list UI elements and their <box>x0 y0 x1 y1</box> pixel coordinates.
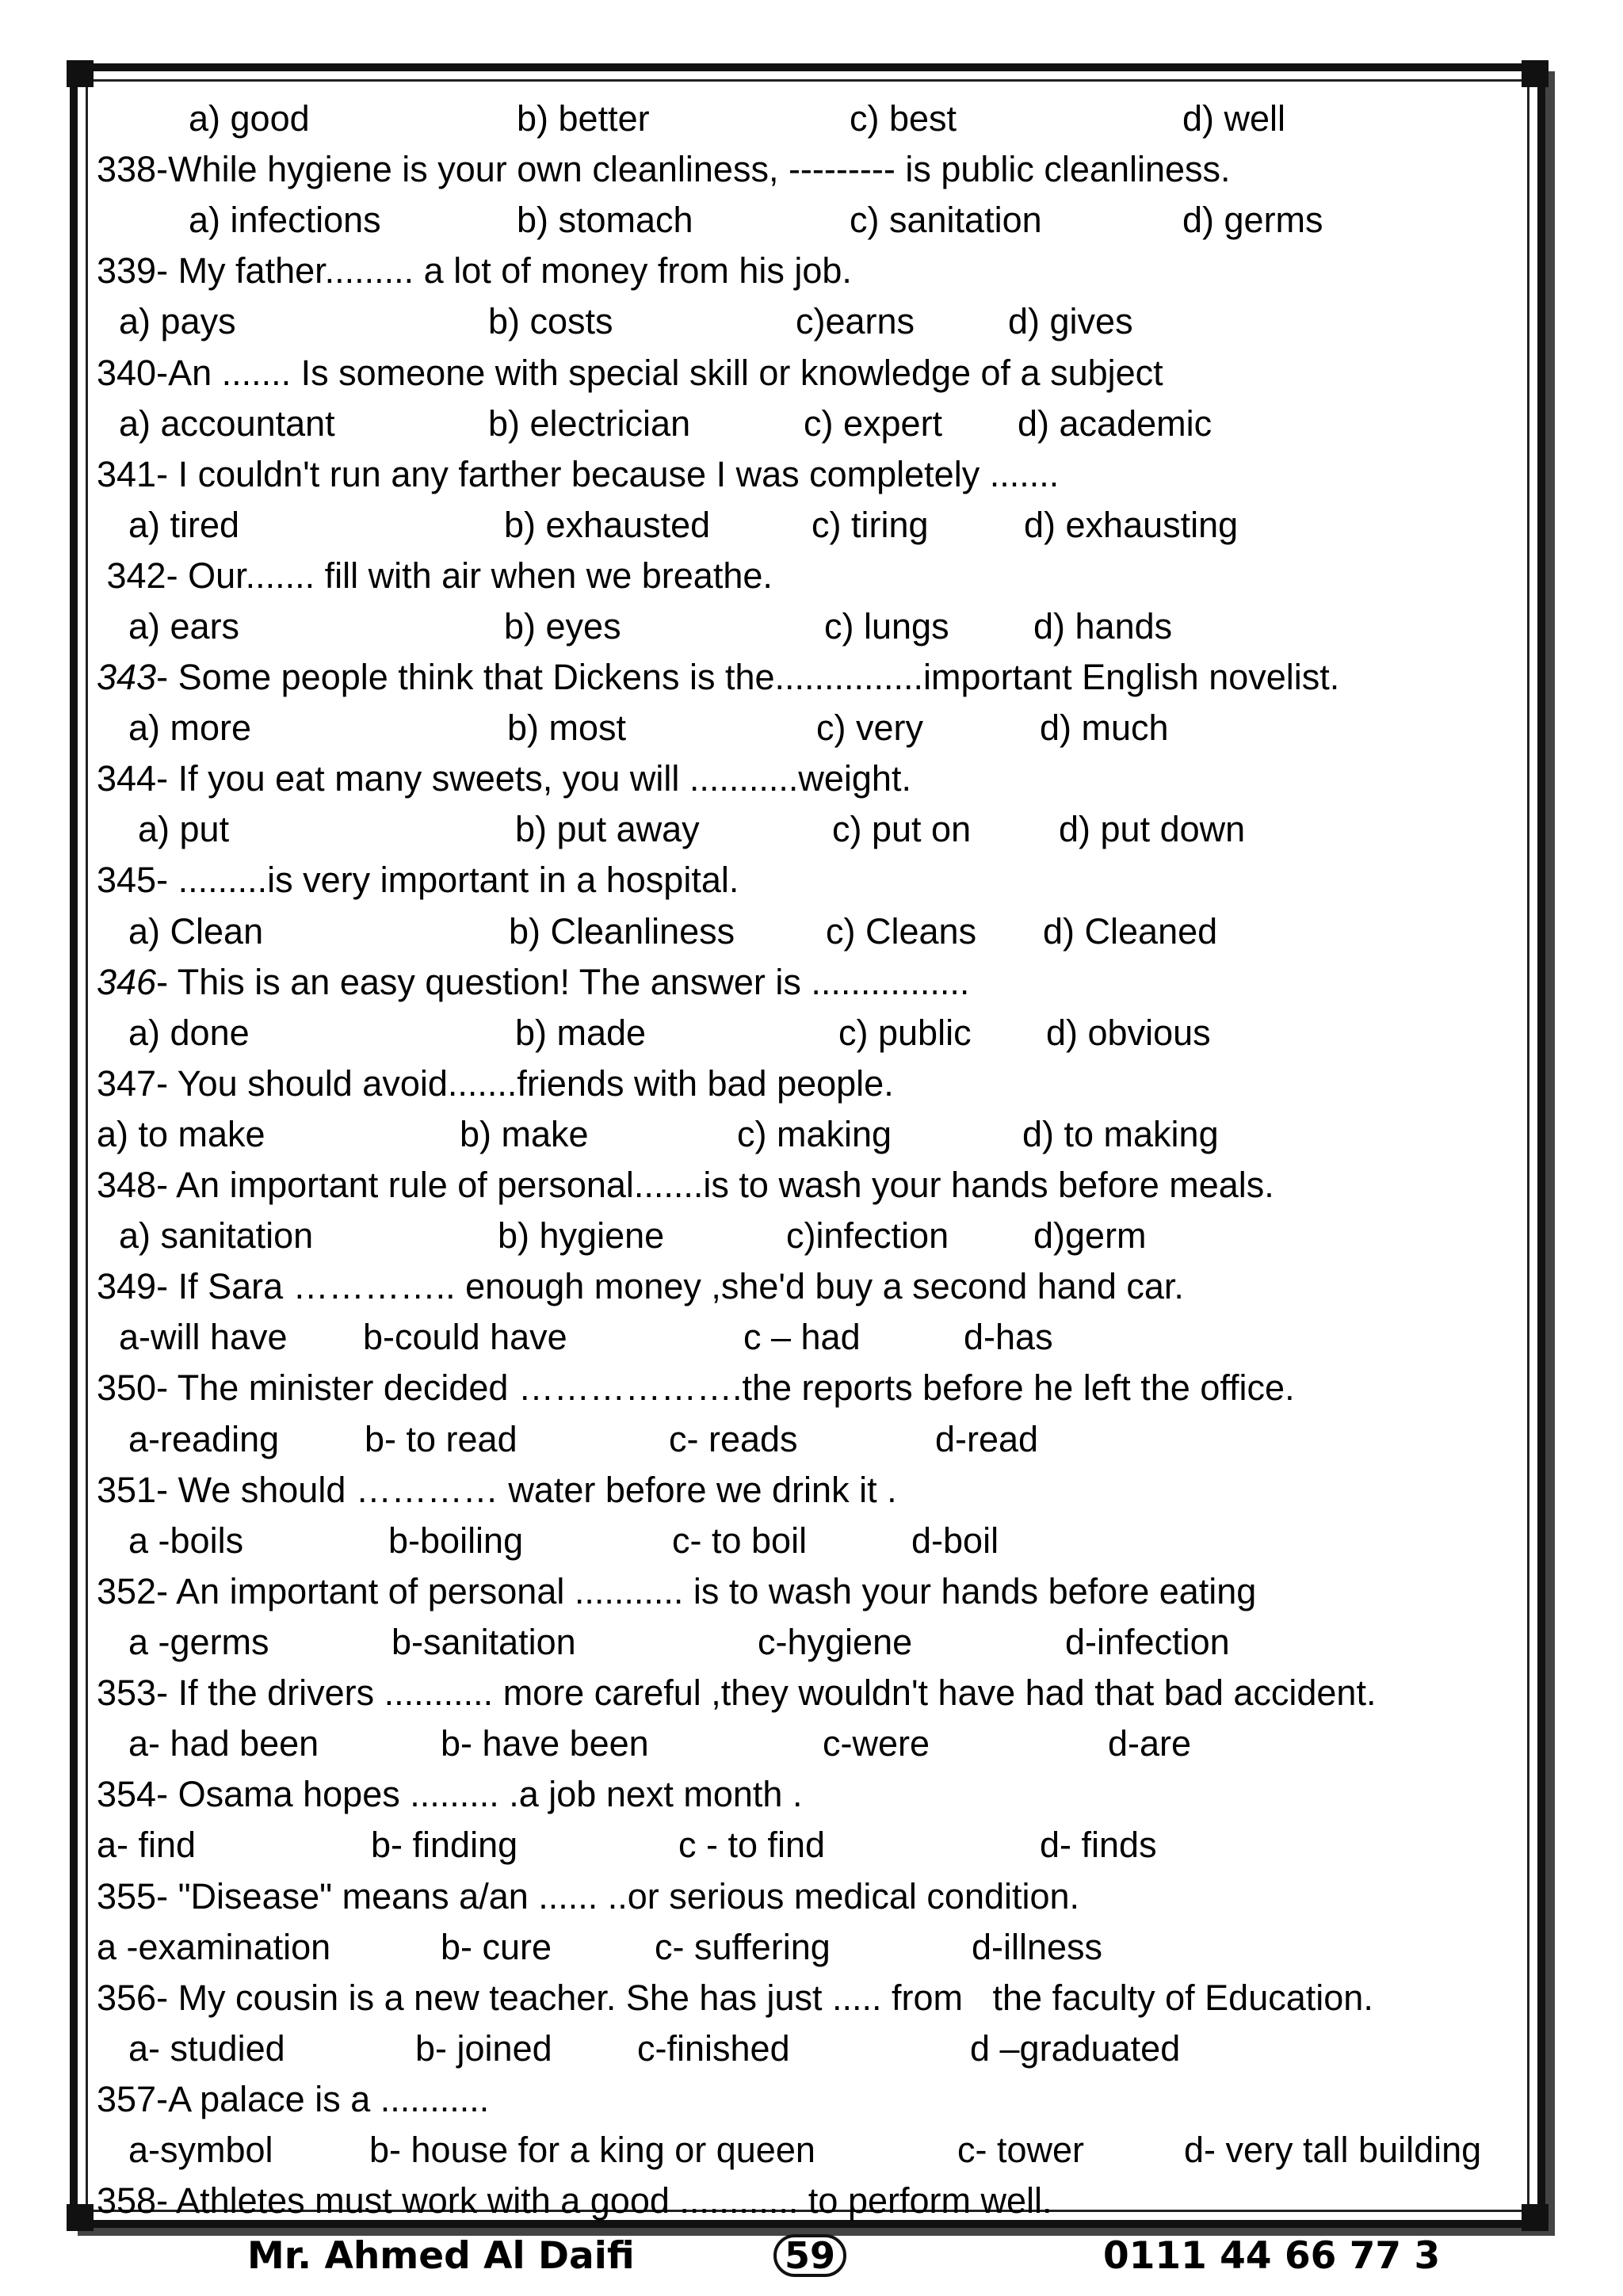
question-text <box>97 1769 802 1820</box>
answer-options <box>97 1414 1523 1465</box>
answer-option: c- tower <box>957 2130 1085 2170</box>
answer-options <box>97 906 1523 957</box>
answer-option: a) Clean <box>128 911 264 952</box>
question-text <box>97 348 1163 399</box>
answer-options <box>97 2125 1523 2176</box>
answer-option: c) sanitation <box>850 200 1042 240</box>
answer-option: b) better <box>517 98 650 139</box>
question-text <box>97 1973 1373 2023</box>
answer-option: c – had <box>743 1317 861 1357</box>
question-text <box>97 1465 897 1516</box>
question-text <box>97 2074 489 2125</box>
answer-option: c) expert <box>804 403 943 444</box>
answer-options <box>97 804 1523 855</box>
answer-option: b- have been <box>441 1723 649 1764</box>
answer-option: c-hygiene <box>758 1622 913 1662</box>
frame-shadow-right <box>1545 71 1555 2236</box>
question-body: 340-An ....... Is someone with special skill or knowledge of a subject <box>97 353 1163 393</box>
question-text <box>97 1566 1256 1617</box>
answer-option: a- had been <box>128 1723 319 1764</box>
question-number: 346 <box>97 962 157 1002</box>
answer-option: d)germ <box>1033 1215 1147 1256</box>
answer-options <box>97 195 1523 246</box>
question-body: 357-A palace is a ........... <box>97 2079 490 2119</box>
question-body: 358- Athletes must work with a good ............ to perform well. <box>97 2180 1052 2221</box>
answer-option: b-boiling <box>388 1520 524 1561</box>
question-text <box>97 1058 894 1109</box>
answer-option: c) making <box>737 1114 892 1154</box>
answer-option: b) eyes <box>504 606 621 646</box>
answer-option: c-finished <box>637 2028 790 2069</box>
answer-options <box>97 2023 1523 2074</box>
question-text <box>97 855 739 906</box>
answer-option: d –graduated <box>970 2028 1181 2069</box>
answer-option: a-symbol <box>128 2130 273 2170</box>
border-corner-tr <box>1522 60 1549 87</box>
answer-option: c) Cleans <box>826 911 977 952</box>
answer-options <box>97 601 1523 652</box>
question-body: - Some people think that Dickens is the...............important English novelist. <box>156 657 1340 697</box>
answer-option: b) make <box>460 1114 589 1154</box>
answer-option: a) done <box>128 1013 250 1053</box>
question-text <box>97 246 852 296</box>
answer-option: b) electrician <box>488 403 691 444</box>
answer-option: c - to find <box>678 1825 826 1865</box>
answer-option: d-infection <box>1065 1622 1230 1662</box>
answer-option: b- finding <box>371 1825 518 1865</box>
answer-options <box>97 93 1523 144</box>
answer-options <box>97 500 1523 551</box>
question-text <box>97 1160 1274 1211</box>
question-text <box>97 652 1339 703</box>
question-text <box>97 957 969 1008</box>
answer-option: d- very tall building <box>1184 2130 1482 2170</box>
answer-options <box>97 399 1523 449</box>
answer-option: a) accountant <box>119 403 335 444</box>
answer-option: a- studied <box>128 2028 285 2069</box>
answer-option: a) good <box>189 98 310 139</box>
answer-option: a-reading <box>128 1419 280 1459</box>
answer-option: b) exhausted <box>504 505 711 545</box>
answer-option: d) much <box>1040 707 1169 748</box>
answer-option: a) to make <box>97 1114 265 1154</box>
answer-option: c- to boil <box>672 1520 808 1561</box>
answer-options <box>97 1109 1523 1160</box>
question-body: 341- I couldn't run any farther because I was completely ....... <box>97 454 1060 494</box>
answer-option: a) pays <box>119 301 236 341</box>
answer-option: a) infections <box>189 200 381 240</box>
author-name: Mr. Ahmed Al Daifi <box>247 2234 635 2278</box>
answer-option: d) academic <box>1018 403 1212 444</box>
answer-option: b) hygiene <box>498 1215 665 1256</box>
answer-option: b- cure <box>441 1927 552 1967</box>
answer-options <box>97 1617 1523 1668</box>
question-text <box>97 753 911 804</box>
page-number: 59 <box>773 2234 846 2277</box>
question-text <box>97 449 1059 500</box>
answer-option: b- to read <box>365 1419 517 1459</box>
answer-option: a) tired <box>128 505 240 545</box>
answer-option: d) put down <box>1059 809 1246 849</box>
border-corner-tl <box>67 60 94 87</box>
answer-options <box>97 1516 1523 1566</box>
answer-option: a) more <box>128 707 252 748</box>
question-body: 339- My father......... a lot of money from his job. <box>97 250 852 291</box>
question-body: 349- If Sara ………….. enough money ,she'd buy a second hand car. <box>97 1266 1184 1306</box>
answer-options <box>97 1211 1523 1261</box>
answer-option: a-will have <box>119 1317 288 1357</box>
answer-option: c- reads <box>669 1419 798 1459</box>
border-corner-br <box>1522 2204 1549 2231</box>
page-footer <box>0 2233 1623 2280</box>
answer-option: a) ears <box>128 606 240 646</box>
answer-options <box>97 296 1523 347</box>
question-body: - This is an easy question! The answer is ................ <box>156 962 970 1002</box>
question-text <box>97 2176 1052 2226</box>
answer-option: a -examination <box>97 1927 331 1967</box>
answer-option: c-were <box>823 1723 930 1764</box>
question-body: 354- Osama hopes ......... .a job next month . <box>97 1774 803 1814</box>
question-text <box>97 1668 1376 1718</box>
answer-options <box>97 1312 1523 1363</box>
answer-option: d) well <box>1182 98 1286 139</box>
answer-option: c) public <box>838 1013 972 1053</box>
answer-option: b) most <box>507 707 627 748</box>
question-body: 355- "Disease" means a/an ...... ..or serious medical condition. <box>97 1876 1080 1917</box>
question-body: 342- Our....... fill with air when we breathe. <box>97 555 773 596</box>
question-body: 350- The minister decided ……………….the reports before he left the office. <box>97 1367 1295 1408</box>
answer-option: d-read <box>935 1419 1039 1459</box>
answer-option: d) to making <box>1022 1114 1219 1154</box>
answer-option: c)earns <box>796 301 915 341</box>
answer-option: c) put on <box>832 809 972 849</box>
question-text <box>97 144 1231 195</box>
answer-option: d) hands <box>1033 606 1173 646</box>
answer-option: b) Cleanliness <box>509 911 735 952</box>
answer-option: d-illness <box>972 1927 1103 1967</box>
question-body: 352- An important of personal ........... is to wash your hands before eating <box>97 1571 1257 1611</box>
answer-option: b) put away <box>515 809 700 849</box>
answer-options <box>97 703 1523 753</box>
answer-option: d-are <box>1108 1723 1192 1764</box>
answer-options <box>97 1922 1523 1973</box>
answer-option: d) gives <box>1008 301 1133 341</box>
phone-number: 0111 44 66 77 3 <box>1103 2234 1441 2278</box>
question-body: 338-While hygiene is your own cleanliness, --------- is public cleanliness. <box>97 149 1231 189</box>
answer-option: c) tiring <box>812 505 929 545</box>
question-text <box>97 1261 1184 1312</box>
answer-option: b- house for a king or queen <box>369 2130 815 2170</box>
answer-option: d- finds <box>1040 1825 1157 1865</box>
answer-option: c) best <box>850 98 957 139</box>
answer-option: c- suffering <box>655 1927 831 1967</box>
question-text <box>97 551 773 601</box>
question-body: 351- We should ………… water before we drink it . <box>97 1470 897 1510</box>
question-body: 344- If you eat many sweets, you will ...........weight. <box>97 758 911 799</box>
answer-option: a- find <box>97 1825 197 1865</box>
answer-option: b-sanitation <box>391 1622 576 1662</box>
answer-option: b) stomach <box>517 200 693 240</box>
question-body: 348- An important rule of personal.......is to wash your hands before meals. <box>97 1165 1274 1205</box>
question-body: 353- If the drivers ........... more careful ,they wouldn't have had that bad accident. <box>97 1672 1377 1713</box>
answer-option: a -germs <box>128 1622 269 1662</box>
answer-options <box>97 1008 1523 1058</box>
border-corner-bl <box>67 2204 94 2231</box>
question-body: 347- You should avoid.......friends with bad people. <box>97 1063 894 1104</box>
question-body: 356- My cousin is a new teacher. She has just ..... from the faculty of Education. <box>97 1978 1373 2018</box>
answer-option: b-could have <box>363 1317 567 1357</box>
answer-option: a) sanitation <box>119 1215 314 1256</box>
answer-option: d) exhausting <box>1024 505 1239 545</box>
answer-option: a -boils <box>128 1520 244 1561</box>
question-text <box>97 1363 1295 1413</box>
answer-option: c)infection <box>786 1215 949 1256</box>
answer-option: d) germs <box>1182 200 1323 240</box>
question-list <box>97 93 1523 2225</box>
answer-option: c) very <box>816 707 923 748</box>
answer-option: a) put <box>138 809 230 849</box>
answer-options <box>97 1718 1523 1769</box>
question-body: 345- .........is very important in a hospital. <box>97 860 739 900</box>
answer-options <box>97 1820 1523 1871</box>
answer-option: d) Cleaned <box>1043 911 1218 952</box>
answer-option: b) costs <box>488 301 613 341</box>
answer-option: c) lungs <box>824 606 949 646</box>
question-text <box>97 1871 1079 1922</box>
answer-option: d) obvious <box>1046 1013 1211 1053</box>
answer-option: d-boil <box>911 1520 999 1561</box>
answer-option: b- joined <box>415 2028 552 2069</box>
answer-option: d-has <box>964 1317 1053 1357</box>
question-number: 343 <box>97 657 157 697</box>
answer-option: b) made <box>515 1013 647 1053</box>
